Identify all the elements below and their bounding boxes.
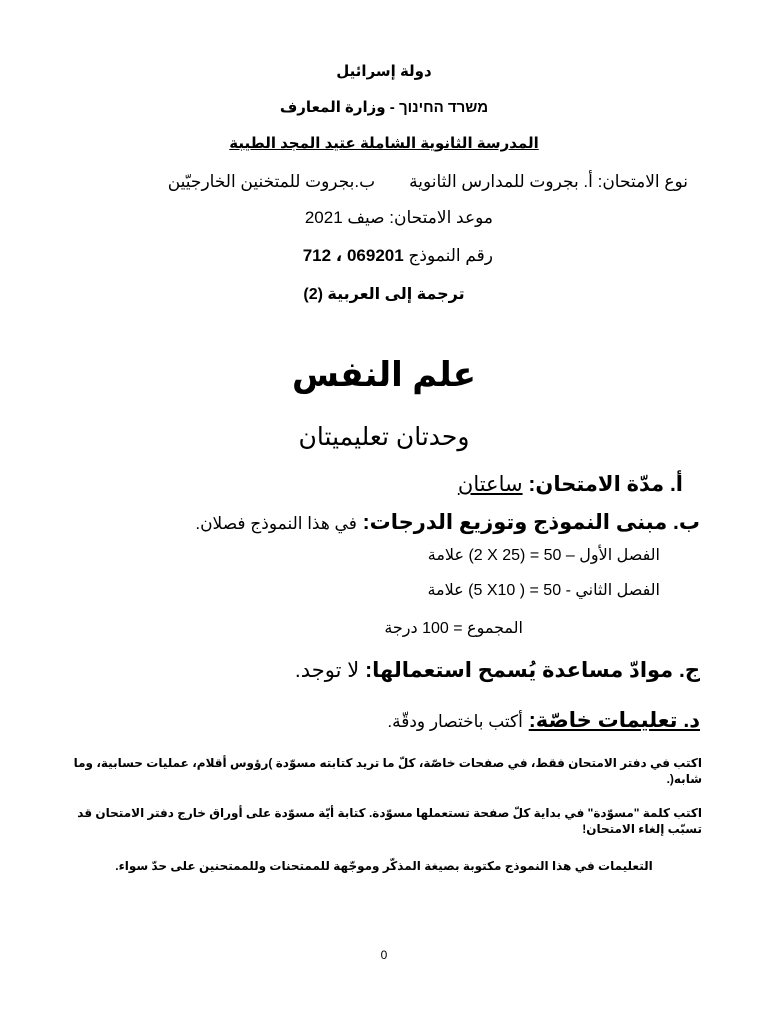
page-number: 0 [380,948,388,962]
exam-type-line [168,172,688,192]
school-name: المدرسة الثانوية الشاملة عتيد المجد الطيبة [229,135,539,152]
gender-note: التعليمات في هذا النموذج مكتوبة بصيغة المذكّر وموجّهة للممتحنات وللممتحنين على حدّ سواء. [115,859,653,873]
structure-line [195,510,700,535]
part2-label: الفصل الثاني - [565,582,660,599]
exam-date-line [305,208,493,228]
duration-label: أ. مدّة الامتحان: [528,473,683,496]
instructions-value: أكتب باختصار ودقّة. [387,712,523,731]
structure-label: ب. مبنى النموذج وتوزيع الدرجات: [362,511,700,534]
subject-title: علم النفس [291,356,477,394]
aids-label: ج. موادّ مساعدة يُسمح استعمالها: [365,659,700,682]
duration-line [458,472,683,497]
part1-line [428,545,660,565]
total-unit: درجة [384,620,418,637]
exam-type-label: نوع الامتحان: [597,172,688,191]
total-value: 100 = [422,620,463,637]
exam-date-label: موعد الامتحان: [389,208,493,227]
ministry-name: משרד החינוך - وزارة المعارف [279,99,489,116]
part2-line [427,580,660,600]
model-number-value: 069201 ، 712 [302,246,404,265]
part1-label: الفصل الأول – [565,547,660,564]
instructions-line [387,708,700,733]
aids-line [295,658,700,683]
structure-value: في هذا النموذج فصلان. [195,514,357,533]
exam-type-b: ب.بجروت للمتخنين الخارجيّين [167,172,376,191]
model-number-label: رقم النموذج [408,246,493,265]
instructions-label: د. تعليمات خاصّة: [528,709,700,732]
part2-unit: علامة [427,582,464,599]
model-number-line [303,246,493,266]
draft-note-2: اكتب كلمة "مسوّدة" في بداية كلّ صفحة تستعملها مسوّدة. كتابة أيّة مسوّدة على أوراق خارج دفتر الامتحان قد تسبّب إلغاء الامتحان! [77,806,702,836]
units-subtitle: وحدتان تعليميتان [298,423,470,451]
aids-value: لا توجد. [294,659,360,682]
duration-value: ساعتان [457,473,523,496]
part1-unit: علامة [427,547,465,564]
exam-date-value: صيف 2021 [304,208,385,227]
total-line [384,618,523,638]
state-name: دولة إسرائيل [336,63,432,80]
total-label: المجموع [467,620,523,637]
exam-type-a: أ. بجروت للمدارس الثانوية [409,172,593,191]
draft-note-1: اكتب في دفتر الامتحان فقط، في صفحات خاصّة، كلّ ما تريد كتابته مسوّدة )رؤوس أقلام، عمليات حسابية، وما شابه(. [73,756,702,786]
part1-formula: (2 X 25) = 50 [468,547,562,564]
translation-note: ترجمة إلى العربية (2) [303,286,465,303]
part2-formula: (5 X10 ) = 50 [468,582,562,599]
